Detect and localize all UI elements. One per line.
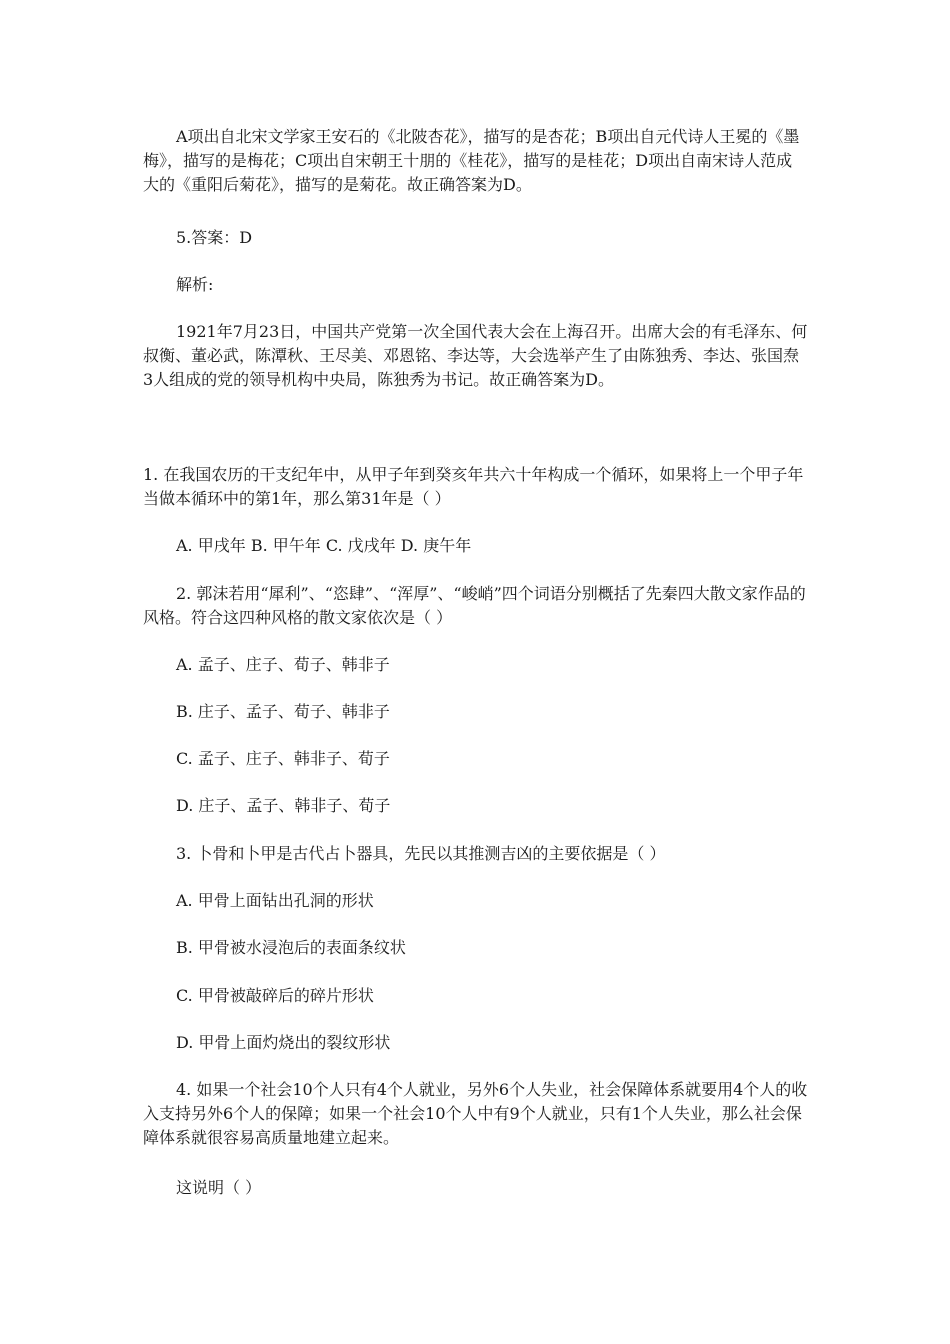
q4-stem: 4. 如果一个社会10个人只有4个人就业，另外6个人失业，社会保障体系就要用4个人的收入支持另外6个人的保障；如果一个社会10个人中有9个人就业，只有1个人失业，那么社会保障体系就很容易高质量地建立起来。 bbox=[143, 1080, 808, 1147]
q2-option-b: B. 庄子、孟子、荀子、韩非子 bbox=[176, 702, 390, 721]
q2-option-a: A. 孟子、庄子、荀子、韩非子 bbox=[176, 655, 390, 674]
q3-stem: 3. 卜骨和卜甲是古代占卜器具，先民以其推测吉凶的主要依据是（ ） bbox=[176, 844, 666, 863]
q2-option-c: C. 孟子、庄子、韩非子、荀子 bbox=[176, 749, 390, 768]
q4-prompt: 这说明（ ） bbox=[176, 1178, 262, 1197]
q5-analysis-label: 解析: bbox=[176, 275, 214, 294]
q5-answer: 5.答案：D bbox=[176, 228, 253, 247]
q3-option-c: C. 甲骨被敲碎后的碎片形状 bbox=[176, 986, 374, 1005]
q3-option-a: A. 甲骨上面钻出孔洞的形状 bbox=[176, 891, 374, 910]
prev-answer-explanation: A项出自北宋文学家王安石的《北陂杏花》，描写的是杏花；B项出自元代诗人王冕的《墨梅》，描写的是梅花；C项出自宋朝王十朋的《桂花》，描写的是桂花；D项出自南宋诗人范成大的《重阳后菊花》，描写的是菊花。故正确答案为D。 bbox=[143, 127, 800, 194]
q5-explanation: 1921年7月23日，中国共产党第一次全国代表大会在上海召开。出席大会的有毛泽东、何叔衡、董必武，陈潭秋、王尽美、邓恩铭、李达等，大会选举产生了由陈独秀、李达、张国焘3人组成的党的领导机构中央局，陈独秀为书记。故正确答案为D。 bbox=[143, 322, 808, 389]
q2-option-d: D. 庄子、孟子、韩非子、荀子 bbox=[176, 796, 391, 815]
q2-stem: 2. 郭沫若用“犀利”、“恣肆”、“浑厚”、“峻峭”四个词语分别概括了先秦四大散文家作品的风格。符合这四种风格的散文家依次是（ ） bbox=[143, 584, 806, 627]
q3-option-b: B. 甲骨被水浸泡后的表面条纹状 bbox=[176, 938, 406, 957]
q1-stem: 1. 在我国农历的干支纪年中，从甲子年到癸亥年共六十年构成一个循环，如果将上一个甲子年当做本循环中的第1年，那么第31年是（ ） bbox=[143, 465, 804, 508]
q3-option-d: D. 甲骨上面灼烧出的裂纹形状 bbox=[176, 1033, 391, 1052]
q1-options: A. 甲戌年 B. 甲午年 C. 戊戌年 D. 庚午年 bbox=[176, 536, 472, 555]
